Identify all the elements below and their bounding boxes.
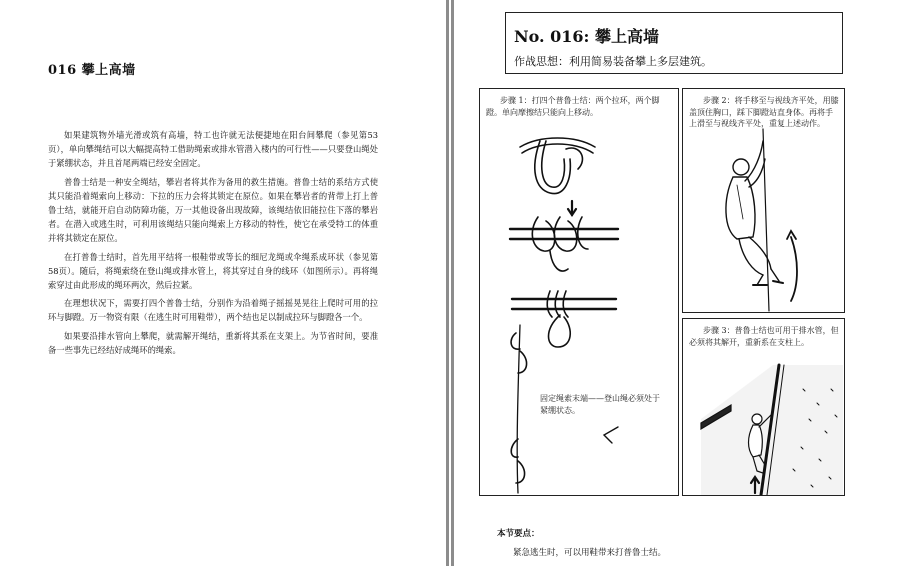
panel-step-3 bbox=[682, 318, 845, 496]
paragraph: 如果要沿排水管向上攀爬，就需解开绳结，重新将其系在支架上。为节省时间，要准备一些事先已经结好成绳环的绳索。 bbox=[48, 330, 378, 355]
key-points-text: 紧急逃生时，可以用鞋带来打普鲁士结。 bbox=[513, 548, 667, 558]
panel-step-3-text: 步骤 3：普鲁士结也可用于排水管，但必须将其解开，重新系在支柱上。 bbox=[689, 326, 839, 347]
panel-step-1-text: 步骤 1：打四个普鲁士结：两个拉环，两个脚蹬。单向摩擦结只能向上移动。 bbox=[486, 96, 660, 117]
paragraph: 在打普鲁士结时，首先用平结将一根鞋带或等长的细尼龙绳或伞绳系成环状（参见第58页）。随后，将绳索绕在登山绳或排水管上，将其穿过自身的线环（如图所示）。再将绳索穿过由此形成的绳环两次，然后拉紧。 bbox=[48, 251, 378, 291]
paragraph: 在理想状况下，需要打四个普鲁士结，分别作为沿着绳子摇摇晃晃往上爬时可用的拉环与脚蹬。万一物资有限（在逃生时可用鞋带），两个结也足以制成拉环与脚蹬各一个。 bbox=[48, 298, 378, 323]
knot-rope bbox=[520, 138, 595, 147]
paragraph: 普鲁士结是一种安全绳结，攀岩者将其作为备用的救生措施。普鲁士结的系结方式使其只能沿着绳索向上移动：下拉的压力会将其锁定在原位。如果在攀岩者的背带上打上普鲁士结，就能开启自动防障功能，万一其他设备出现故障，该绳结依旧能拉住下落的攀岩者。在潜入或逃生时，可利用该绳结只能向绳索上方移动的特性，使它在承受特工的体重并将其锁定在原位。 bbox=[48, 176, 378, 244]
rope bbox=[763, 129, 769, 311]
header-box bbox=[505, 12, 843, 74]
key-points-label: 本节要点： bbox=[497, 529, 540, 539]
climbing-rope bbox=[517, 325, 520, 493]
drainpipe-climb-illustration bbox=[683, 319, 845, 496]
panel-step-1-caption: 固定绳索末端——登山绳必须处于紧绷状态。 bbox=[540, 394, 660, 415]
panel-step-2 bbox=[682, 88, 845, 313]
page-title: No. 016: 攀上高墙 bbox=[514, 27, 660, 46]
right-page bbox=[457, 0, 900, 566]
page-gutter bbox=[443, 0, 457, 566]
panel-step-2-text: 步骤 2：将手移至与视线齐平处，用膝盖顶住胸口，踩下脚蹬站直身体。再将手上滑至与视线齐平处，重复上述动作。 bbox=[689, 96, 839, 128]
chapter-title: 016 攀上高墙 bbox=[48, 63, 136, 78]
paragraph: 如果建筑物外墙光滑或筑有高墙，特工也许就无法便捷地在阳台间攀爬（参见第53页），单向攀绳结可以大幅提高特工借助绳索或排水管潜入楼内的可行性——只要登山绳处于紧绷状态，并且首尾两端已经安全固定。 bbox=[48, 130, 378, 169]
climber-on-rope-illustration bbox=[683, 89, 845, 313]
gutter-line bbox=[446, 0, 449, 566]
page-subtitle: 作战思想：利用简易装备攀上多层建筑。 bbox=[514, 55, 712, 68]
panel-step-1 bbox=[479, 88, 679, 496]
body-text bbox=[48, 128, 378, 361]
gutter-line bbox=[451, 0, 454, 566]
left-page bbox=[0, 0, 443, 566]
prusik-knot-illustration bbox=[480, 89, 679, 496]
